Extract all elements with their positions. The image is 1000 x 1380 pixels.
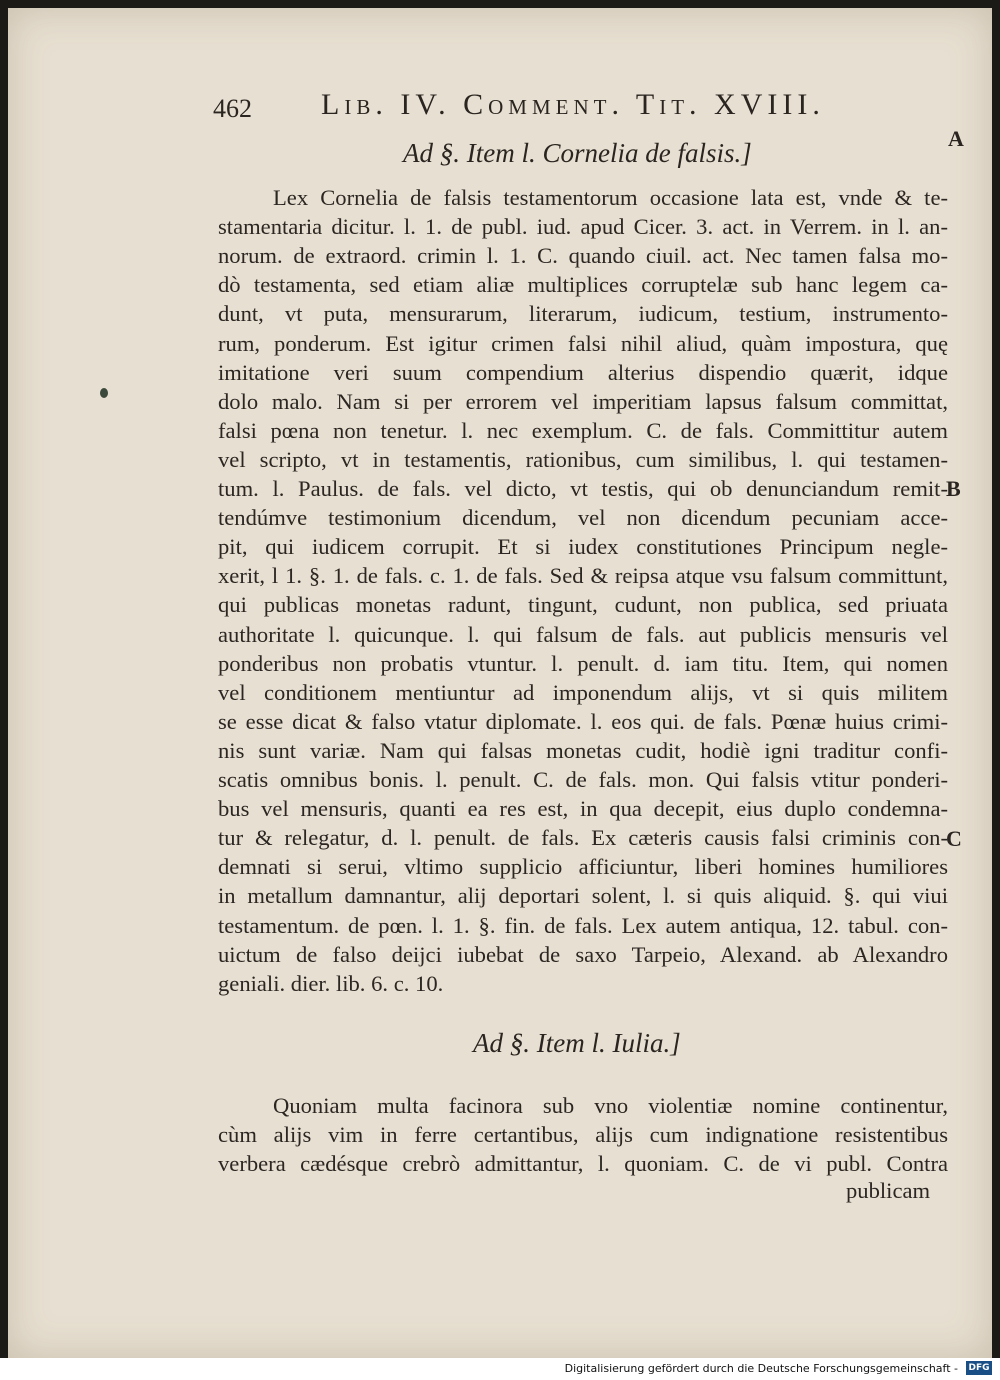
- text-line: verbera cædésque crebrò admittantur, l. quoniam. C. de vi publ. Contra: [218, 1151, 948, 1177]
- page-number: 462: [213, 94, 252, 123]
- text-line: Lex Cornelia de falsis testamentorum occasione lata est, vnde & te-: [273, 185, 948, 210]
- text-line: nis sunt variæ. Nam qui falsas monetas cudit, hodiè igni traditur confi-: [218, 737, 948, 763]
- text-line: tum. l. Paulus. de fals. vel dicto, vt testis, qui ob denunciandum remit-: [218, 476, 948, 501]
- text-line: imitatione veri suum compendium alterius dispendio quærit, idque: [218, 359, 948, 385]
- catchword: publicam: [846, 1178, 931, 1203]
- text-line: demnati si serui, vltimo supplicio afficiuntur, liberi homines humiliores: [218, 854, 948, 880]
- text-line: in metallum damnantur, alij deportari solent, l. si quis aliquid. §. qui viui: [218, 883, 948, 909]
- text-line: dò testamenta, sed etiam aliæ multiplices corruptelæ sub hanc legem ca-: [218, 272, 948, 298]
- text-line: vel scripto, vt in testamentis, rationibus, cum similibus, l. qui testamen-: [218, 446, 948, 472]
- section-heading-cornelia: Ad §. Item l. Cornelia de falsis.]: [403, 138, 752, 168]
- ink-blot: [100, 388, 108, 398]
- margin-letter-b: B: [946, 476, 961, 501]
- text-line: scatis omnibus bonis. l. penult. C. de fals. mon. Qui falsis vtitur ponderi-: [218, 767, 948, 792]
- dfg-logo: DFG: [966, 1361, 992, 1375]
- text-line: ponderibus non probatis vtuntur. l. penult. d. iam titu. Item, qui nomen: [218, 650, 948, 676]
- text-line: tur & relegatur, d. l. penult. de fals. Ex cæteris causis falsi criminis con-: [218, 825, 948, 851]
- running-head: [213, 88, 853, 128]
- text-line: geniali. dier. lib. 6. c. 10.: [218, 970, 444, 996]
- text-line: tendúmve testimonium dicendum, vel non dicendum pecuniam acce-: [218, 505, 948, 531]
- section-heading-iulia: Ad §. Item l. Iulia.]: [473, 1028, 681, 1058]
- text-line: xerit, l 1. §. 1. de fals. c. 1. de fals. Sed & reipsa atque vsu falsum committunt,: [218, 563, 948, 589]
- text-line: vel conditionem mentiuntur ad imponendum alijs, vt si quis militem: [218, 679, 948, 705]
- text-line: dunt, vt puta, mensurarum, literarum, iudicum, testium, instrumento-: [218, 301, 948, 327]
- footer-bar: [0, 1358, 1000, 1380]
- text-line: uictum de falso deijci iubebat de saxo Tarpeio, Alexand. ab Alexandro: [218, 941, 948, 967]
- scanned-page: [8, 8, 992, 1358]
- text-line: se esse dicat & falso vtatur diplomate. l. eos qui. de fals. Pœnæ huius crimi-: [218, 708, 948, 734]
- text-line: authoritate l. quicunque. l. qui falsum de fals. aut publicis mensuris vel: [218, 621, 948, 647]
- text-line: qui publicas monetas radunt, tingunt, cudunt, non publica, sed priuata: [218, 592, 948, 618]
- running-title: Lib. IV. Comment. Tit. XVIII.: [321, 88, 825, 121]
- margin-letter-c: C: [946, 826, 962, 851]
- text-line: norum. de extraord. crimin l. 1. C. quando ciuil. act. Nec tamen falsa mo-: [218, 243, 948, 269]
- text-line: dolo malo. Nam si per errorem vel imperitiam lapsus falsum committat,: [218, 388, 948, 414]
- funding-credit: Digitalisierung gefördert durch die Deutsche Forschungsgemeinschaft -: [564, 1362, 958, 1375]
- text-line: Quoniam multa facinora sub vno violentiæ nomine continentur,: [273, 1093, 948, 1118]
- text-line: testamentum. de pœn. l. 1. §. fin. de fals. Lex autem antiqua, 12. tabul. con-: [218, 912, 948, 938]
- text-line: bus vel mensuris, quanti ea res est, in qua decepit, eius duplo condemna-: [218, 796, 948, 822]
- text-line: rum, ponderum. Est igitur crimen falsi nihil aliud, quàm impostura, quę: [218, 330, 948, 356]
- text-line: stamentaria dicitur. l. 1. de publ. iud. apud Cicer. 3. act. in Verrem. in l. an-: [218, 214, 948, 240]
- text-line: pit, qui iudicem corrupit. Et si iudex constitutiones Principum negle-: [218, 534, 948, 560]
- text-line: falsi pœna non tenetur. l. nec exemplum. C. de fals. Committitur autem: [218, 417, 948, 443]
- text-line: cùm alijs vim in ferre certantibus, alijs cum indignatione resistentibus: [218, 1122, 948, 1148]
- margin-letter-a: A: [948, 126, 964, 151]
